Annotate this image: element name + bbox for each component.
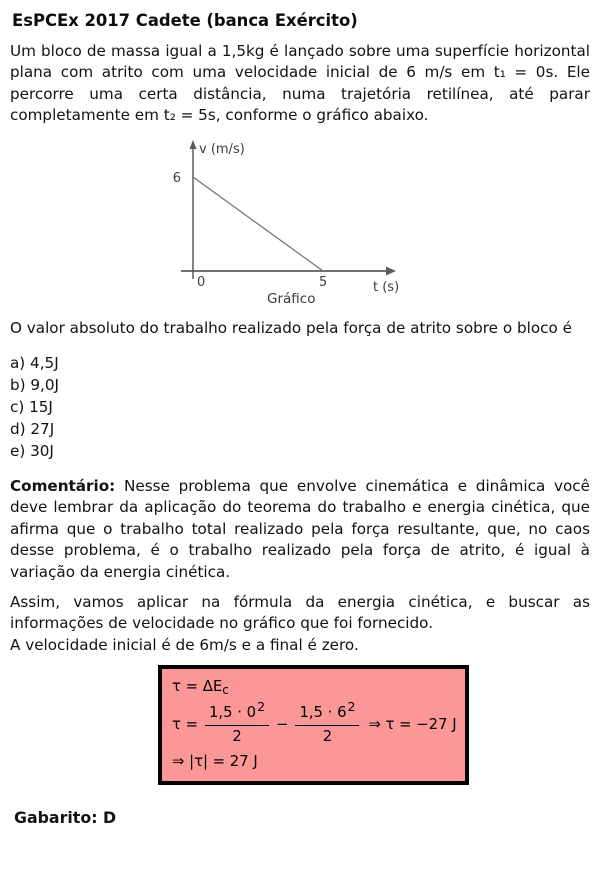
- result-implication: ⇒ τ = −27 J: [368, 716, 457, 734]
- graph-caption: Gráfico: [267, 290, 316, 307]
- equation-line-2: [172, 699, 457, 747]
- y-tick-6: 6: [172, 170, 181, 186]
- y-axis-arrow-icon: [190, 140, 197, 149]
- option-e: e) 30J: [10, 442, 54, 461]
- page-title: EsPCEx 2017 Cadete (banca Exército): [12, 11, 358, 30]
- fraction-1-exponent: 2: [257, 699, 266, 715]
- fraction-2-numerator: [295, 699, 359, 725]
- fraction-2-exponent: 2: [347, 699, 356, 715]
- option-b: b) 9,0J: [10, 376, 60, 395]
- fraction-2: [295, 699, 359, 747]
- tau-equals: τ =: [172, 716, 199, 734]
- fraction-1: [205, 699, 269, 747]
- equation-line-3: ⇒ |τ| = 27 J: [172, 753, 258, 771]
- y-axis-label: v (m/s): [199, 141, 245, 157]
- origin-tick-0: 0: [197, 274, 206, 290]
- x-axis-label: t (s): [373, 279, 400, 295]
- option-d: d) 27J: [10, 420, 55, 439]
- formula-box: [158, 665, 469, 785]
- solution-text-2: A velocidade inicial é de 6m/s e a final é zero.: [10, 635, 359, 654]
- question-text: O valor absoluto do trabalho realizado pela força de atrito sobre o bloco é: [10, 318, 572, 337]
- velocity-line: [193, 177, 323, 271]
- option-c: c) 15J: [10, 398, 53, 417]
- fraction-1-numerator: [205, 699, 269, 725]
- fraction-1-numerator-text: 1,5 · 0: [209, 704, 257, 722]
- option-a: a) 4,5J: [10, 354, 59, 373]
- velocity-time-graph: [145, 135, 425, 307]
- comment-paragraph: [10, 476, 590, 583]
- subscript-c: c: [222, 683, 229, 698]
- formula-box-wrapper: [158, 665, 590, 785]
- x-tick-5: 5: [319, 274, 328, 290]
- equation-line-1: [172, 677, 457, 697]
- solution-text-1: Assim, vamos aplicar na fórmula da energia cinética, e buscar as informações de velocidade no gráfico que foi fornecido.: [10, 593, 590, 633]
- answer-text: Gabarito: D: [14, 808, 117, 828]
- fraction-2-denominator: 2: [295, 725, 359, 747]
- fraction-1-denominator: 2: [205, 725, 269, 747]
- tau-equals-delta-ec: τ = ΔE: [172, 678, 223, 696]
- fraction-2-numerator-text: 1,5 · 6: [299, 704, 347, 722]
- comment-text: Nesse problema que envolve cinemática e dinâmica você deve lembrar da aplicação do teorema do trabalho e energia cinética, que afirma que o trabalho total realizado pela força resultante, que, no caos desse problema, é o trabalho realizado pela força de atrito, é igual à variação da energia cinética.: [10, 477, 590, 581]
- options-list: [10, 352, 590, 462]
- x-axis-arrow-icon: [386, 266, 396, 275]
- solution-paragraph: [10, 592, 590, 656]
- graph-canvas: [145, 135, 425, 307]
- comment-label: Comentário:: [10, 477, 116, 496]
- problem-text: Um bloco de massa igual a 1,5kg é lançado sobre uma superfície horizontal plana com atrito com uma velocidade inicial de 6 m/s em t₁ = 0s. Ele percorre uma certa distância, numa trajetória retilínea, até parar completamente em t₂ = 5s, conforme o gráfico abaixo.: [10, 42, 590, 125]
- minus-sign: −: [276, 716, 289, 734]
